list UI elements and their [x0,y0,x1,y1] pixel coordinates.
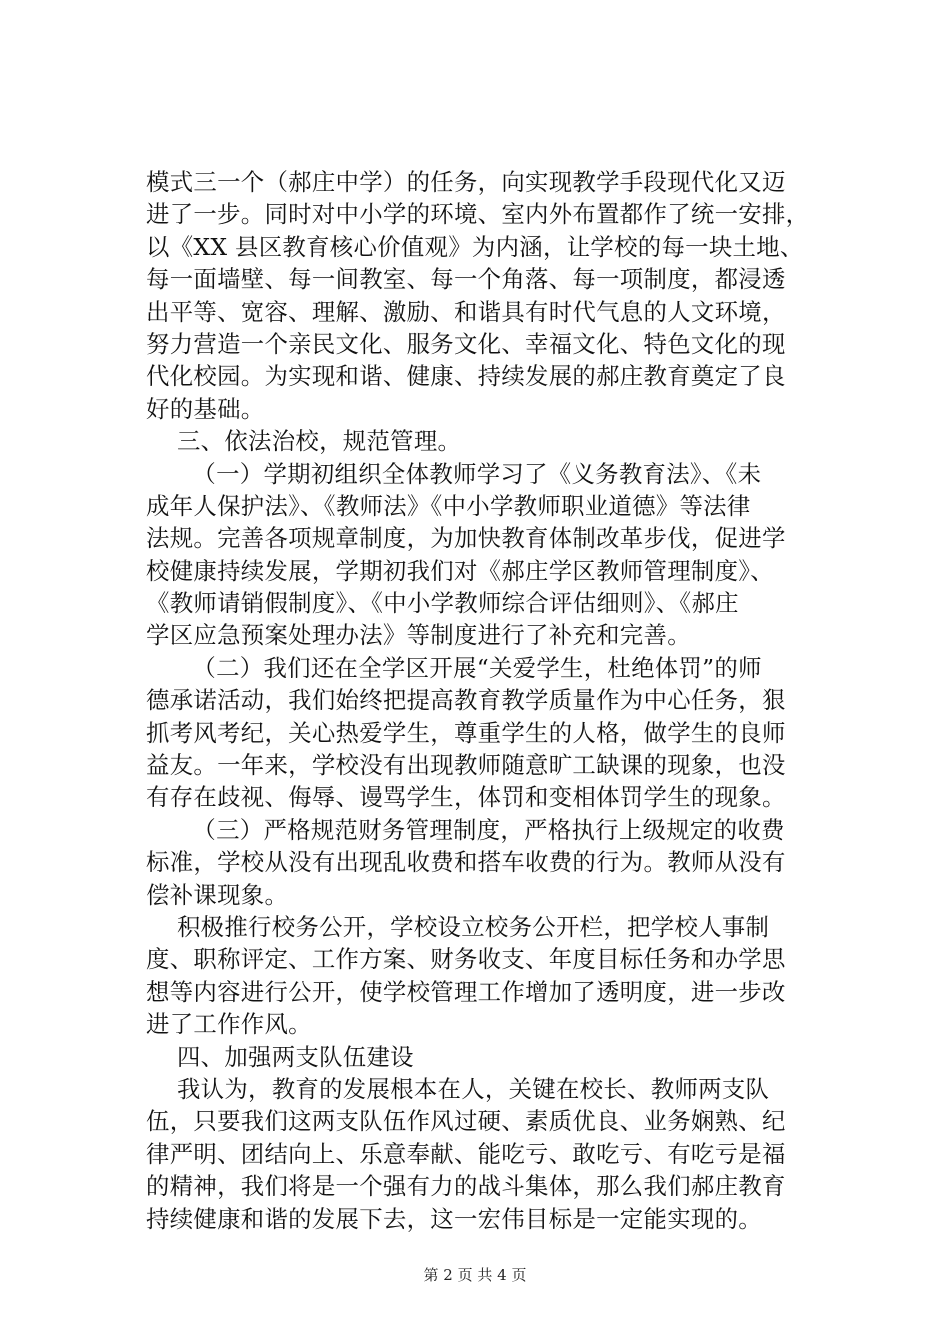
text-line: 以《XX 县区教育核心价值观》为内涵，让学校的每一块土地、 [146,232,804,261]
text-line: 四、加强两支队伍建设 [146,1042,414,1071]
text-line: 《教师请销假制度》、《中小学教师综合评估细则》、《郝庄 [146,589,739,618]
text-line: （一）学期初组织全体教师学习了《义务教育法》、《未 [146,459,762,488]
text-line: 有存在歧视、侮辱、谩骂学生，体罚和变相体罚学生的现象。 [146,783,786,812]
text-line: 法规。完善各项规章制度，为加快教育体制改革步伐，促进学 [146,524,786,553]
text-line: 成年人保护法》、《教师法》《中小学教师职业道德》等法律 [146,491,751,520]
text-line: 想等内容进行公开，使学校管理工作增加了透明度，进一步改 [146,977,786,1006]
text-line: 积极推行校务公开，学校设立校务公开栏，把学校人事制 [146,912,770,941]
text-line: 抓考风考纪，关心热爱学生，尊重学生的人格，做学生的良师 [146,718,786,747]
text-line: 伍，只要我们这两支队伍作风过硬、素质优良、业务娴熟、纪 [146,1107,786,1136]
document-body [146,166,826,1235]
page-footer: 第 2 页 共 4 页 [423,1266,527,1284]
text-line: 进了工作作风。 [146,1010,312,1039]
text-line: （三）严格规范财务管理制度，严格执行上级规定的收费 [146,815,785,844]
text-line: 度、职称评定、工作方案、财务收支、年度目标任务和办学思 [146,945,786,974]
text-line: 每一面墙壁、每一间教室、每一个角落、每一项制度，都浸透 [146,265,786,294]
text-line: 出平等、宽容、理解、激励、和谐具有时代气息的人文环境， [146,297,786,326]
text-line: 持续健康和谐的发展下去，这一宏伟目标是一定能实现的。 [146,1204,762,1233]
text-line: 好的基础。 [146,394,265,423]
text-line: 努力营造一个亲民文化、服务文化、幸福文化、特色文化的现 [146,329,786,358]
text-line: 德承诺活动，我们始终把提高教育教学质量作为中心任务，狠 [146,686,786,715]
text-line: 标准，学校从没有出现乱收费和搭车收费的行为。教师从没有 [146,848,786,877]
text-line: 学区应急预案处理办法》等制度进行了补充和完善。 [146,621,691,650]
text-line: 律严明、团结向上、乐意奉献、能吃亏、敢吃亏、有吃亏是福 [146,1139,786,1168]
text-line: 模式三一个（郝庄中学）的任务，向实现教学手段现代化又迈 [146,168,786,196]
text-line: 我认为，教育的发展根本在人，关键在校长、教师两支队 [146,1074,770,1103]
text-line: 三、依法治校，规范管理。 [146,427,462,456]
text-line: 进了一步。同时对中小学的环境、室内外布置都作了统一安排， [146,200,810,229]
text-line: 偿补课现象。 [146,880,289,909]
text-line: 校健康持续发展，学期初我们对《郝庄学区教师管理制度》、 [146,556,774,585]
text-line: 代化校园。为实现和谐、健康、持续发展的郝庄教育奠定了良 [146,362,786,391]
text-line: 益友。一年来，学校没有出现教师随意旷工缺课的现象，也没 [146,751,786,780]
text-line: （二）我们还在全学区开展“关爱学生，杜绝体罚”的师 [146,653,762,682]
text-line: 的精神，我们将是一个强有力的战斗集体，那么我们郝庄教育 [146,1172,786,1201]
